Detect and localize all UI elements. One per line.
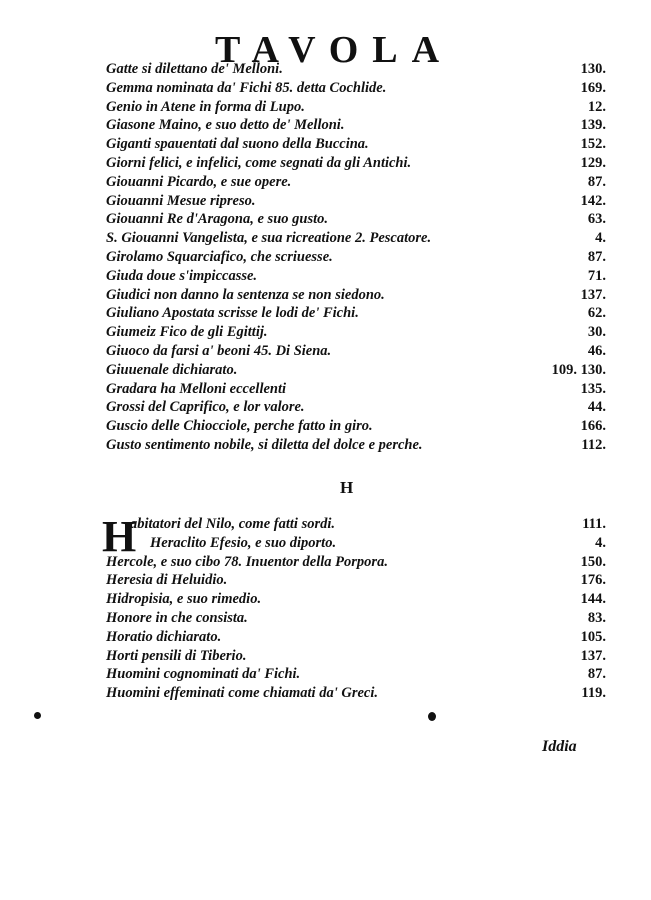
index-entry: [106, 361, 606, 380]
index-entry: [106, 342, 606, 361]
index-entry: [106, 628, 606, 647]
index-entry: [106, 398, 606, 417]
entry-text: Giudici non danno la sentenza se non siedono.: [106, 286, 385, 303]
entry-text: Giumeiz Fico de gli Egittij.: [106, 324, 268, 341]
entry-text: Huomini effeminati come chiamati da' Greci.: [106, 685, 378, 702]
entry-page-number: 166.: [580, 418, 606, 435]
entry-text: Gatte si dilettano de' Melloni.: [106, 61, 283, 77]
index-entry: [106, 590, 606, 609]
entry-page-number: 105.: [580, 628, 606, 645]
entry-text: Giouanni Re d'Aragona, e suo gusto.: [106, 211, 328, 228]
entry-text: Hidropisia, e suo rimedio.: [106, 591, 262, 608]
index-entry: [106, 571, 606, 590]
entry-text: S. Giouanni Vangelista, e sua ricreatione 2. Pescatore.: [106, 230, 432, 247]
entry-text: Girolamo Squarciafico, che scriuesse.: [106, 248, 333, 265]
index-entry: [106, 515, 606, 534]
index-entry: [106, 323, 606, 342]
index-entry: [106, 609, 606, 628]
entry-page-number: 176.: [580, 572, 606, 589]
entry-text: Genio in Atene in forma di Lupo.: [106, 98, 305, 115]
index-entry: [106, 135, 606, 154]
entry-page-number: 142.: [580, 192, 606, 209]
index-entry: [106, 553, 606, 572]
index-entry: [106, 304, 606, 323]
index-entry: [106, 229, 606, 248]
index-entry: [106, 534, 606, 553]
index-section-g: [106, 60, 606, 455]
entry-text: Giorni felici, e infelici, come segnati da gli Antichi.: [106, 154, 412, 171]
entry-text: Gemma nominata da' Fichi 85. detta Cochlide.: [106, 79, 387, 96]
entry-text: Giuliano Apostata scrisse le lodi de' Fichi.: [106, 305, 359, 322]
entry-text: Honore in che consista.: [106, 609, 248, 626]
index-entry: [106, 60, 606, 79]
entry-text: abitatori del Nilo, come fatti sordi.: [130, 516, 336, 532]
index-section-h: [102, 512, 606, 703]
ink-speck: [428, 712, 436, 721]
index-entry: [106, 192, 606, 211]
entry-page-number: 83.: [587, 609, 606, 626]
index-entry: [106, 380, 606, 399]
entry-page-number: 46.: [587, 342, 606, 359]
entry-page-number: 4.: [595, 534, 606, 551]
entry-page-number: 119.: [581, 685, 606, 702]
entry-page-number: 112.: [581, 436, 606, 453]
entry-page-number: 109. 130.: [551, 361, 606, 378]
entry-page-number: 63.: [587, 211, 606, 228]
index-entry: [106, 248, 606, 267]
entry-page-number: 12.: [587, 98, 606, 115]
index-entry: [106, 665, 606, 684]
drop-cap: H: [102, 512, 137, 561]
index-entry: [106, 417, 606, 436]
entry-text: Gusto sentimento nobile, si diletta del dolce e perche.: [106, 436, 423, 453]
index-entry: [106, 210, 606, 229]
entry-text: Giouanni Mesue ripreso.: [106, 192, 256, 209]
entry-page-number: 135.: [580, 380, 606, 397]
entry-text: Giganti spauentati dal suono della Buccina.: [106, 136, 369, 153]
entry-page-number: 137.: [580, 286, 606, 303]
entry-page-number: 137.: [580, 647, 606, 664]
entry-text: Giuoco da farsi a' beoni 45. Di Siena.: [106, 342, 332, 359]
entry-page-number: 129.: [580, 154, 606, 171]
index-entry: [106, 267, 606, 286]
entry-page-number: 144.: [580, 591, 606, 608]
section-letter-h: H: [340, 478, 354, 497]
entry-text: Heraclito Efesio, e suo diporto.: [150, 534, 337, 551]
index-entry: [106, 173, 606, 192]
index-entry: [106, 98, 606, 117]
entry-text: Giuuenale dichiarato.: [106, 361, 238, 378]
entry-text: Guscio delle Chiocciole, perche fatto in giro.: [106, 418, 373, 435]
entry-text: Horti pensili di Tiberio.: [106, 647, 247, 664]
entry-text: Huomini cognominati da' Fichi.: [106, 666, 301, 683]
entry-page-number: 152.: [580, 136, 606, 153]
entry-text: Horatio dichiarato.: [106, 628, 222, 645]
ink-speck: [34, 712, 41, 719]
entry-page-number: 87.: [587, 248, 606, 265]
index-entry: [106, 647, 606, 666]
entry-text: Heresia di Heluidio.: [106, 572, 228, 589]
entry-page-number: 87.: [587, 666, 606, 683]
index-entry: [106, 436, 606, 455]
index-entry: [106, 684, 606, 703]
index-entry: [106, 79, 606, 98]
entry-page-number: 44.: [587, 399, 606, 416]
entry-text: Giouanni Picardo, e sue opere.: [106, 173, 292, 190]
running-head-title: TAVOLA: [215, 29, 454, 71]
entry-page-number: 150.: [580, 553, 606, 570]
entry-page-number: 169.: [580, 79, 606, 96]
entry-text: Giuda doue s'impiccasse.: [106, 267, 258, 284]
entry-text: Gradara ha Melloni eccellenti: [106, 380, 287, 397]
index-entry: [106, 116, 606, 135]
entry-page-number: 111.: [582, 516, 606, 532]
index-entry: [106, 154, 606, 173]
entry-page-number: 4.: [595, 230, 606, 247]
entry-page-number: 30.: [587, 324, 606, 341]
entry-text: Giasone Maino, e suo detto de' Melloni.: [106, 117, 345, 134]
entry-text: Grossi del Caprifico, e lor valore.: [106, 399, 305, 416]
catchword: Iddia: [542, 738, 577, 755]
entry-page-number: 130.: [580, 61, 606, 77]
entry-page-number: 71.: [587, 267, 606, 284]
entry-text: Hercole, e suo cibo 78. Inuentor della Porpora.: [106, 553, 388, 570]
entry-page-number: 139.: [580, 117, 606, 134]
index-entry: [106, 286, 606, 305]
entry-page-number: 62.: [587, 305, 606, 322]
entry-page-number: 87.: [587, 173, 606, 190]
